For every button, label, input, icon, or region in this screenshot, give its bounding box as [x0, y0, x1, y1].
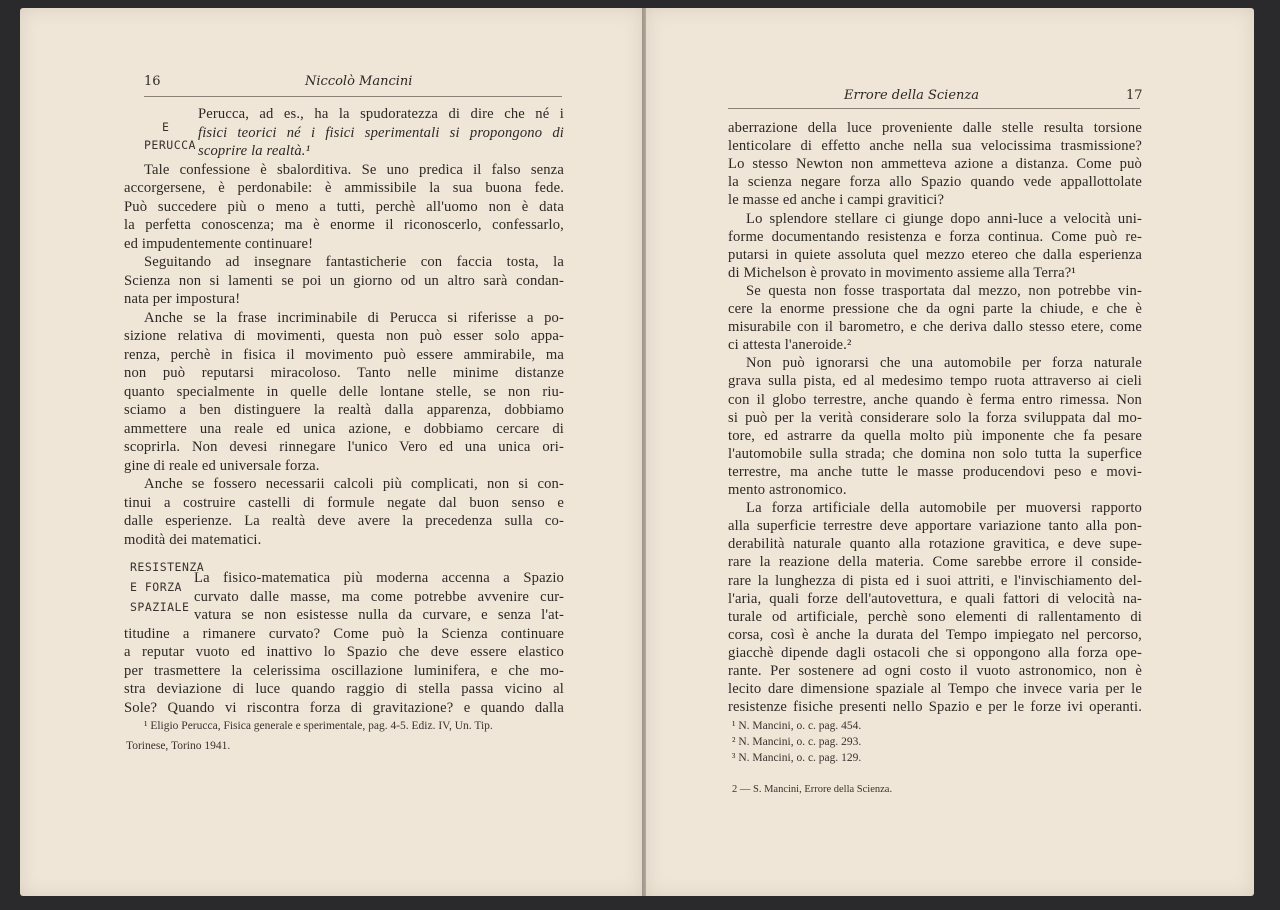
text-line: vatura se non esistesse nulla da curvare, e senza l'at-: [194, 607, 564, 623]
text-line: renza, perchè in fisica il movimento può essere ammirabile, ma: [124, 346, 564, 363]
text-line: fisici teorici né i fisici sperimentali si propongono di: [198, 124, 564, 141]
side-heading-line: SPAZIALE: [130, 600, 190, 614]
text-line: derabilità naturale quanto alla rotazione gravitica, e deve supe-: [728, 536, 1142, 553]
text-line: si può per la verità considerare solo la forza sviluppata dal mo-: [728, 409, 1142, 426]
head-rule: [728, 108, 1140, 109]
page-number: 16: [144, 74, 161, 89]
footnote-line: ³ N. Mancini, o. c. pag. 129.: [732, 752, 862, 764]
text-line: terrestre, ma anche tutte le masse producendovi peso e movi-: [728, 463, 1142, 480]
text-line: Sole? Quando vi riscontra forza di gravitazione? e quando dalla: [124, 699, 564, 716]
text-line: grava sulla pista, ed al medesimo tempo ruota attraverso ai cieli: [728, 373, 1142, 390]
text-line: tore, ed astrarre da quella molto più imponente che fa pesare: [728, 427, 1142, 444]
text-line: la scienza negare forza allo Spazio quando vede appallottolate: [728, 174, 1142, 191]
footnote-line: Torinese, Torino 1941.: [126, 740, 231, 752]
text-line: l'aria, quali forze dell'autovettura, e quali fattori di velocità na-: [728, 590, 1142, 607]
running-head: Niccolò Mancini: [305, 74, 413, 89]
text-line: putarsi in quiete assoluta quel mezzo etereo che dalla esperienza: [728, 246, 1142, 263]
side-heading-line: E FORZA: [130, 580, 182, 594]
text-line: Scienza non si lamenti se poi un giorno od un altro sarà condan-: [124, 272, 564, 289]
text-line: lenticolare di effetto anche nella sua velocissima trasmissione?: [728, 138, 1142, 155]
text-line: sizione relativa di movimenti, questa non può esser solo appa-: [124, 328, 564, 344]
text-line: gine di reale ed universale forza.: [124, 457, 320, 474]
text-line: scoprirla. Non devesi rinnegare l'unico Vero ed una unica ori-: [124, 439, 564, 455]
text-line: giacchè dipende dagli ostacoli che si oppongono alla forza ope-: [728, 644, 1142, 661]
text-line: quanto specialmente in quelle delle lontane stelle, se non riu-: [124, 383, 564, 400]
text-line: con il globo terrestre, anche quando è ferma entro rimessa. Non: [728, 391, 1142, 408]
side-heading-line: RESISTENZA: [130, 560, 205, 574]
head-rule: [144, 96, 562, 97]
text-line: non può reputarsi miracoloso. Tanto nelle minime distanze: [124, 365, 564, 381]
side-heading-line: PERUCCA: [144, 138, 196, 152]
text-line: La forza artificiale della automobile per muoversi rapporto: [746, 500, 1142, 517]
text-line: rare la lunghezza di pista ed i suoi attriti, e l'invischiamento del-: [728, 572, 1142, 589]
text-line: Perucca, ad es., ha la spudoratezza di dire che né i: [198, 106, 564, 122]
text-line: Lo stesso Newton non ammetteva azione a distanza. Come può: [728, 156, 1142, 173]
text-line: nata per impostura!: [124, 291, 241, 307]
text-line: misurabile con il barometro, e che deriva dallo stesso etere, come: [728, 319, 1142, 336]
text-line: scoprire la realtà.¹: [198, 143, 311, 159]
text-line: sciamo a ben distinguere la realtà dalla apparenza, dobbiamo: [124, 402, 564, 418]
text-line: dalle esperienze. La realtà deve avere la precedenza sulla co-: [124, 513, 564, 529]
text-line: l'automobile sulla strada; che domina non solo tutta la superfice: [728, 445, 1142, 462]
text-line: alla superficie terrestre deve apportare variazione tanto alla pon-: [728, 518, 1142, 535]
text-line: titudine a rimanere curvato? Come può la Scienza continuare: [124, 625, 564, 642]
text-line: stra deviazione di luce quando raggio di stella passa vicino al: [124, 681, 564, 697]
text-line: tinui a costruire castelli di formule negate dal buon senso e: [124, 494, 564, 511]
text-line: Seguitando ad insegnare fantasticherie con faccia tosta, la: [144, 254, 564, 270]
text-line: rante. Per sostenere ad ogni costo il vuoto astronomico, non è: [728, 663, 1142, 679]
text-line: a reputar vuoto ed inattivo lo Spazio che deve essere elastico: [124, 644, 564, 660]
signature-mark: 2 — S. Mancini, Errore della Scienza.: [732, 784, 893, 795]
footnote-line: ¹ Eligio Perucca, Fisica generale e sperimentale, pag. 4-5. Ediz. IV, Un. Tip.: [144, 720, 493, 732]
text-line: Lo splendore stellare ci giunge dopo anni-luce a velocità uni-: [746, 210, 1142, 227]
text-line: rare la reazione della materia. Come sarebbe errore il conside-: [728, 554, 1142, 571]
text-line: La fisico-matematica più moderna accenna a Spazio: [194, 570, 564, 586]
text-line: per trasmettere la celerissima oscillazione luminifera, e che mo-: [124, 662, 564, 679]
text-line: la perfetta conoscenza; ma è enorme il riconoscerlo, confessarlo,: [124, 217, 564, 233]
text-line: resistenze fisiche presenti nello Spazio e per le forze ivi operanti.: [728, 699, 1142, 716]
text-line: Tale confessione è sbalorditiva. Se uno predica il falso senza: [144, 161, 564, 178]
text-line: di Michelson è provato in movimento assieme alla Terra?¹: [728, 264, 1076, 281]
text-line: mento astronomico.: [728, 482, 847, 498]
running-head: Errore della Scienza: [844, 88, 980, 103]
text-line: forme documentando resistenza e forza continua. Come può re-: [728, 228, 1142, 245]
text-line: ed impudentemente continuare!: [124, 235, 314, 252]
text-line: cere la enorme pressione che da ogni parte la chiude, e che è: [728, 301, 1142, 317]
text-line: Può succedere più o meno a tutti, perchè all'uomo non è data: [124, 198, 564, 215]
text-line: modità dei matematici.: [124, 531, 262, 548]
text-line: turale od artificiale, perchè sono elementi di rallentamento di: [728, 608, 1142, 625]
text-line: Se questa non fosse trasportata dal mezzo, non potrebbe vin-: [746, 282, 1142, 299]
text-line: accorgersene, è perdonabile: è ammissibile la sua buona fede.: [124, 180, 564, 196]
text-line: corsa, così è anche la durata del Tempo impiegato nel percorso,: [728, 626, 1142, 643]
footnote-line: ² N. Mancini, o. c. pag. 293.: [732, 736, 862, 748]
text-line: Anche se fossero necessarii calcoli più complicati, non si con-: [144, 476, 564, 492]
text-line: ammettere una reale ed unica azione, e dobbiamo cercare di: [124, 420, 564, 437]
text-line: le masse ed anche i campi gravitici?: [728, 192, 945, 209]
text-line: aberrazione della luce proveniente dalle stelle resulta torsione: [728, 120, 1142, 136]
text-line: Anche se la frase incriminabile di Perucca si riferisse a po-: [144, 309, 564, 326]
text-line: Non può ignorarsi che una automobile per forza naturale: [746, 355, 1142, 372]
text-line: curvato dalle masse, ma come potrebbe avvenire cur-: [194, 588, 564, 605]
right-page: [646, 8, 1254, 896]
side-heading-line: E: [162, 120, 170, 134]
page-number: 17: [1126, 88, 1143, 103]
footnote-line: ¹ N. Mancini, o. c. pag. 454.: [732, 720, 862, 732]
text-line: lecito dare dimensione spaziale al Tempo che invece varia per le: [728, 681, 1142, 698]
text-line: ci attesta l'aneroide.²: [728, 337, 852, 354]
left-page: [20, 8, 642, 896]
